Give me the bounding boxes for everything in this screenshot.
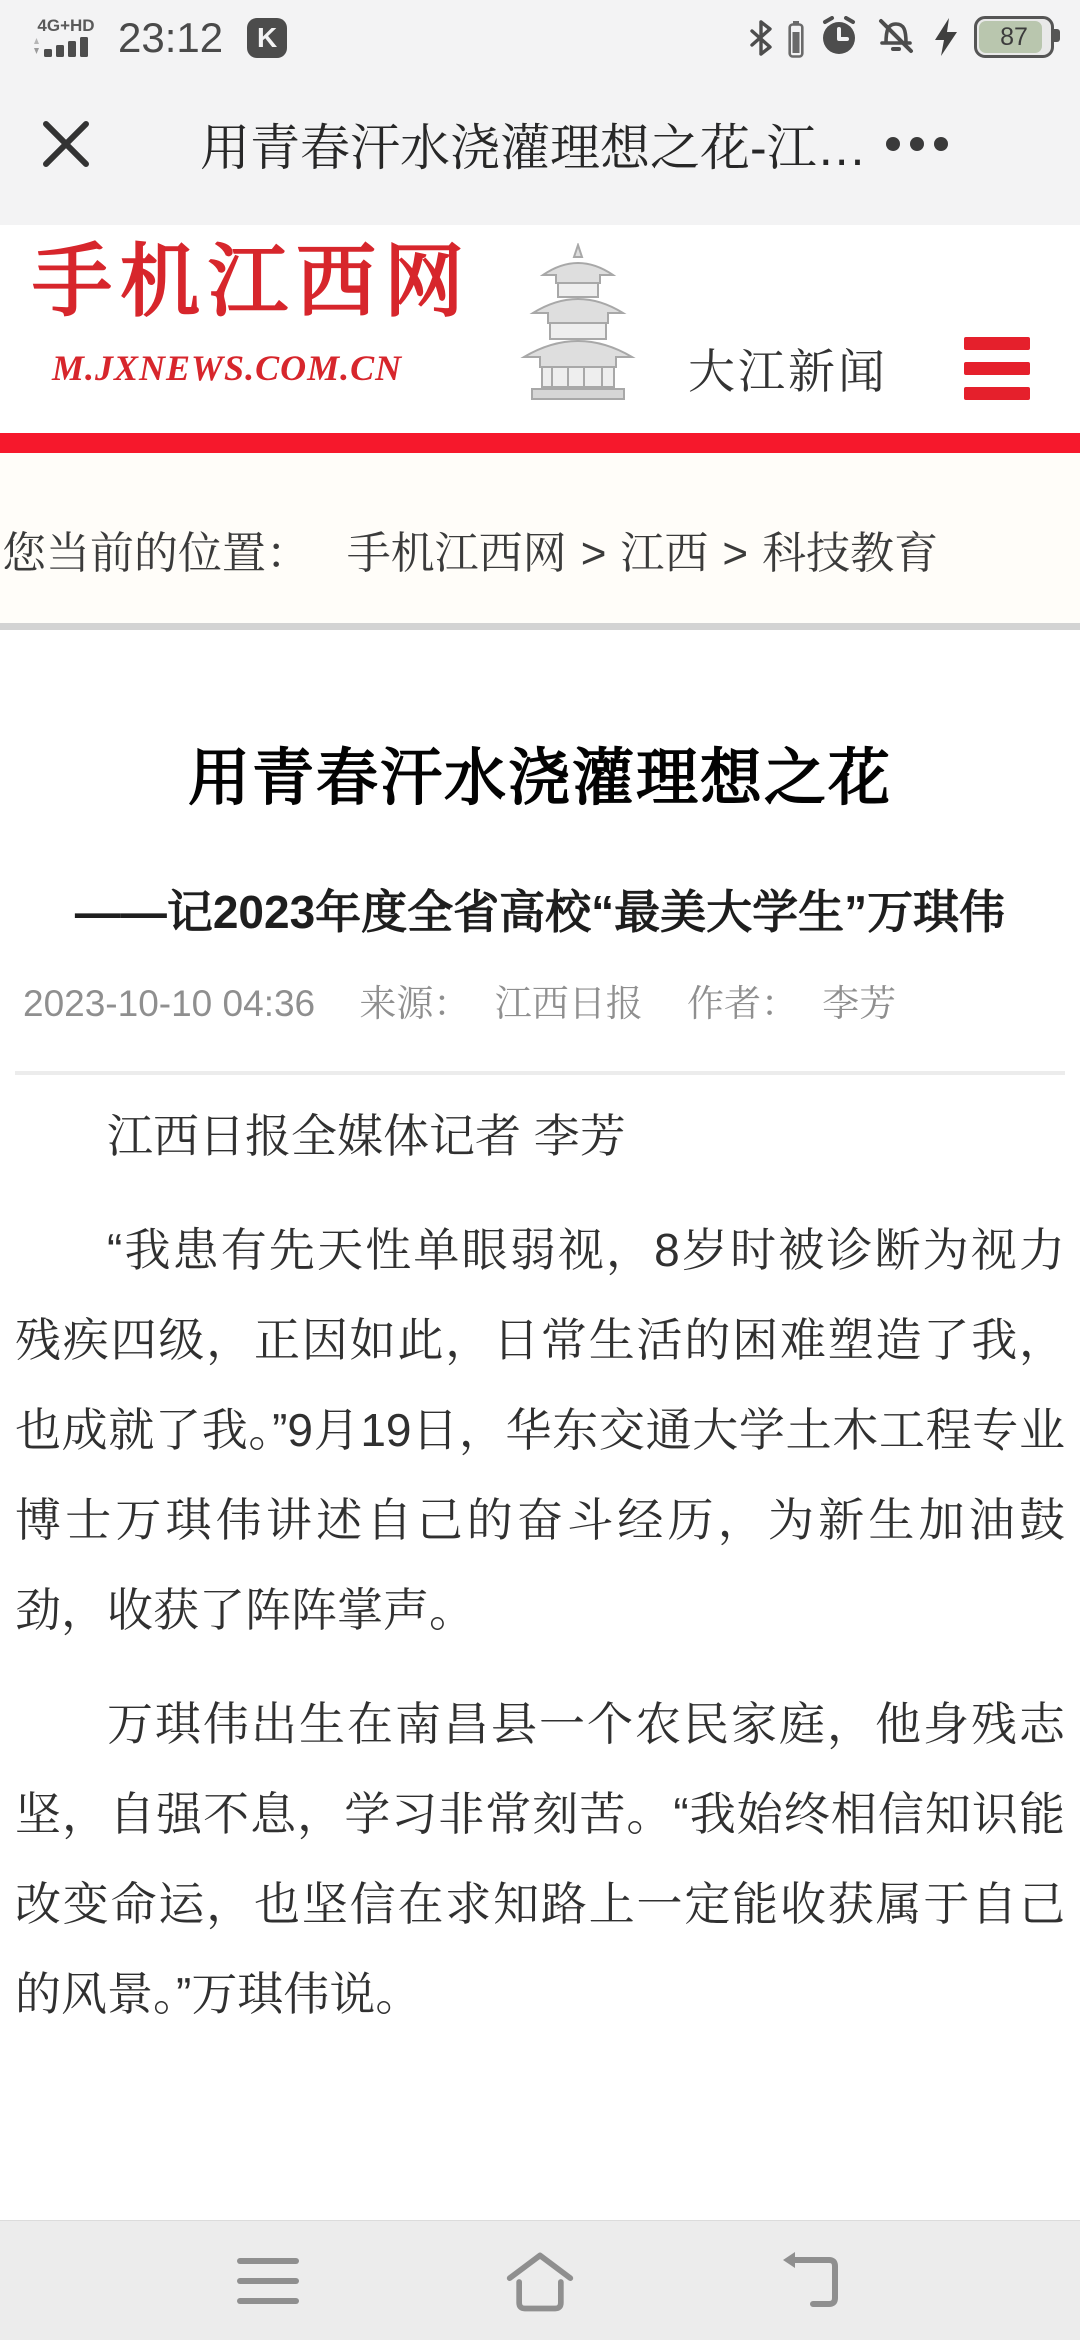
breadcrumb-link[interactable]: 江西 (620, 529, 709, 578)
status-left-cluster (34, 14, 287, 62)
app-name-label: 大江新闻 (688, 345, 888, 398)
hamburger-icon (964, 337, 1030, 350)
breadcrumb-link[interactable]: 科技教育 (762, 529, 939, 578)
article-paragraph: “我患有先天性单眼弱视，8岁时被诊断为视力残疾四级，正因如此，日常生活的困难塑造了我，也成就了我。”9月19日，华东交通大学土木工程专业博士万琪伟讲述自己的奋斗经历，为新生加油鼓劲，收获了阵阵掌声。 (15, 1223, 1065, 1636)
page-title: 用青春汗水浇灌理想之花-江… (200, 119, 867, 176)
author-label: 作者： (686, 982, 798, 1024)
close-icon (40, 118, 92, 170)
site-menu-button[interactable] (964, 337, 1030, 400)
signal-cluster (34, 17, 98, 58)
article-subtitle: ——记2023年度全省高校“最美大学生”万琪伟 (74, 886, 1006, 938)
breadcrumb-separator: > (722, 529, 749, 578)
close-button[interactable] (38, 116, 94, 172)
battery-nub (1054, 29, 1060, 42)
browser-title-bar (0, 62, 1080, 225)
mute-icon (874, 16, 918, 58)
source-label: 来源： (359, 982, 471, 1024)
site-header (0, 225, 1080, 433)
more-dots-icon (886, 137, 900, 151)
network-type-label: 4G+HD (37, 16, 95, 35)
menu-icon (236, 2253, 300, 2309)
accent-divider-bar (0, 433, 1080, 453)
app-badge: K (247, 18, 287, 58)
article-body (15, 1091, 1065, 2039)
breadcrumb-items (322, 529, 938, 578)
signal-bars-icon (34, 34, 98, 58)
breadcrumb-separator: > (580, 529, 607, 578)
article-paragraph: 万琪伟出生在南昌县一个农民家庭，他身残志坚，自强不息，学习非常刻苦。“我始终相信知识能改变命运，也坚信在求知路上一定能收获属于自己的风景。”万琪伟说。 (15, 1697, 1065, 2020)
home-icon (504, 2248, 576, 2314)
charging-icon (932, 16, 960, 58)
bluetooth-icon (748, 18, 774, 58)
article-date: 2023-10-10 04:36 (23, 982, 316, 1024)
nav-menu-button[interactable] (232, 2245, 304, 2317)
bottom-navigation-bar (0, 2220, 1080, 2340)
article (0, 630, 1080, 2063)
nav-back-button[interactable] (776, 2245, 848, 2317)
meta-divider (15, 1071, 1065, 1075)
breadcrumb-label: 您当前的位置： (2, 529, 310, 578)
status-right-cluster (748, 16, 1054, 58)
nav-home-button[interactable] (504, 2245, 576, 2317)
back-icon (779, 2250, 845, 2312)
pavilion-image (518, 243, 638, 413)
article-title: 用青春汗水浇灌理想之花 (187, 744, 892, 813)
battery-percent: 87 (1000, 22, 1028, 51)
site-logo-url: M.JXNEWS.COM.CN (52, 348, 403, 388)
battery-icon (974, 16, 1054, 58)
breadcrumb-link[interactable]: 手机江西网 (346, 529, 567, 578)
site-logo[interactable]: 手机江西网 (32, 239, 472, 327)
breadcrumb (0, 453, 1080, 623)
article-meta (15, 973, 1065, 1027)
status-time: 23:12 (118, 14, 224, 62)
section-divider (0, 623, 1080, 630)
more-button[interactable] (886, 137, 948, 151)
author-value: 李芳 (822, 982, 897, 1024)
alarm-icon (818, 16, 860, 58)
battery-small-icon (788, 20, 804, 58)
article-paragraph: 江西日报全媒体记者 李芳 (107, 1109, 626, 1162)
status-bar (0, 0, 1080, 62)
source-value: 江西日报 (494, 982, 643, 1024)
